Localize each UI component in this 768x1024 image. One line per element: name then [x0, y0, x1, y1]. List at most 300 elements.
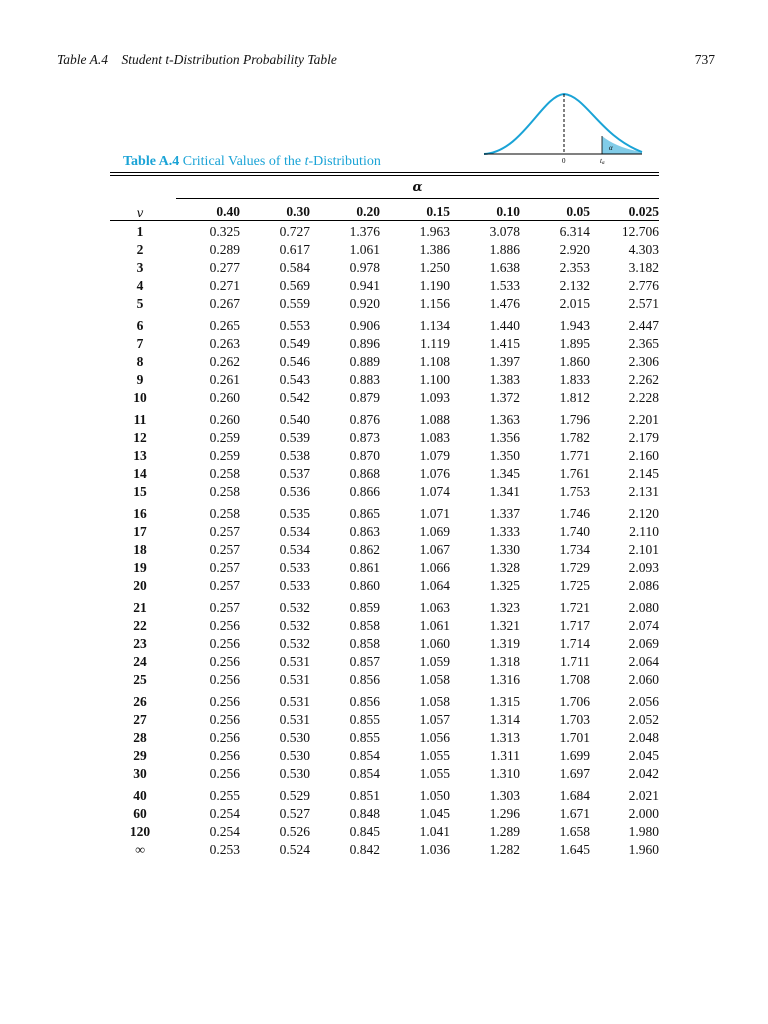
table-cell: 0.538: [279, 448, 310, 463]
table-row: [110, 805, 659, 823]
table-cell: 0.553: [279, 318, 310, 333]
table-cell: 1.134: [419, 318, 450, 333]
table-cell: 1.050: [419, 788, 450, 803]
table-cell: 0.259: [209, 448, 240, 463]
table-cell: 1.315: [489, 694, 520, 709]
table-cell: 1.063: [419, 600, 450, 615]
table-cell: 0.530: [279, 766, 310, 781]
table-row: [110, 671, 659, 689]
table-body: [110, 223, 659, 859]
table-cell: 0.263: [209, 336, 240, 351]
table-cell: 2.060: [628, 672, 659, 687]
table-cell: 0.260: [209, 412, 240, 427]
table-cell: 0.860: [349, 578, 380, 593]
table-cell: 1.397: [489, 354, 520, 369]
table-cell: 1.250: [419, 260, 450, 275]
table-cell: 0.254: [209, 806, 240, 821]
table-cell: 1.658: [559, 824, 590, 839]
table-cell: 0.261: [209, 372, 240, 387]
table-cell: 2.201: [628, 412, 659, 427]
row-df: 26: [133, 694, 147, 709]
row-df: 22: [133, 618, 147, 633]
table-cell: 2.110: [629, 524, 659, 539]
label-zero: 0: [562, 157, 566, 165]
row-df: 40: [133, 788, 147, 803]
table-cell: 1.701: [559, 730, 590, 745]
table-cell: 0.532: [279, 600, 310, 615]
table-cell: 1.376: [349, 224, 380, 239]
table-cell: 1.079: [419, 448, 450, 463]
table-cell: 0.851: [349, 788, 380, 803]
table-cell: 1.064: [419, 578, 450, 593]
table-cell: 0.531: [279, 672, 310, 687]
table-cell: 1.056: [419, 730, 450, 745]
table-cell: 0.530: [279, 748, 310, 763]
table-cell: 0.854: [349, 748, 380, 763]
table-row: [110, 313, 659, 335]
label-t-alpha: tα: [600, 157, 605, 166]
table-cell: 1.057: [419, 712, 450, 727]
table-cell: 2.262: [628, 372, 659, 387]
table-cell: 1.833: [559, 372, 590, 387]
table-cell: 0.865: [349, 506, 380, 521]
table-cell: 0.533: [279, 578, 310, 593]
table-cell: 2.920: [559, 242, 590, 257]
table-cell: 0.535: [279, 506, 310, 521]
table-cell: 0.856: [349, 694, 380, 709]
table-row: [110, 765, 659, 783]
table-row: [110, 447, 659, 465]
table-row: [110, 523, 659, 541]
table-cell: 1.415: [489, 336, 520, 351]
table-cell: 1.980: [628, 824, 659, 839]
tail-shaded-area: [602, 136, 642, 154]
table-cell: 0.257: [209, 600, 240, 615]
table-cell: 1.060: [419, 636, 450, 651]
table-cell: 1.476: [489, 296, 520, 311]
header-alpha-4: 0.10: [496, 204, 520, 219]
table-cell: 1.325: [489, 578, 520, 593]
table-cell: 1.321: [489, 618, 520, 633]
table-cell: 2.571: [628, 296, 659, 311]
table-cell: 0.848: [349, 806, 380, 821]
table-cell: 0.258: [209, 484, 240, 499]
table-cell: 1.316: [489, 672, 520, 687]
table-cell: 0.883: [349, 372, 380, 387]
table-cell: 1.721: [559, 600, 590, 615]
table-cell: 0.857: [349, 654, 380, 669]
row-df: 9: [136, 372, 144, 387]
header-alpha-6: 0.025: [628, 204, 659, 219]
table-cell: 1.058: [419, 672, 450, 687]
table-cell: 1.071: [419, 506, 450, 521]
row-df: 28: [133, 730, 147, 745]
table-cell: 1.088: [419, 412, 450, 427]
table-cell: 2.131: [628, 484, 659, 499]
row-df: 5: [136, 296, 144, 311]
table-cell: 1.711: [560, 654, 590, 669]
critical-values-table: [110, 200, 659, 859]
header-alpha-1: 0.30: [286, 204, 310, 219]
table-cell: 1.061: [349, 242, 380, 257]
table-cell: 1.703: [559, 712, 590, 727]
table-cell: 0.253: [209, 842, 240, 857]
table-cell: 1.771: [559, 448, 590, 463]
table-cell: 1.725: [559, 578, 590, 593]
table-cell: 1.761: [559, 466, 590, 481]
table-cell: 0.858: [349, 636, 380, 651]
table-cell: 1.383: [489, 372, 520, 387]
table-cell: 0.257: [209, 578, 240, 593]
table-cell: 2.045: [628, 748, 659, 763]
caption-text-before: Critical Values of the: [182, 154, 305, 169]
table-cell: 0.277: [209, 260, 240, 275]
label-alpha: α: [609, 144, 613, 152]
table-cell: 1.960: [628, 842, 659, 857]
row-df: 23: [133, 636, 147, 651]
table-row: [110, 465, 659, 483]
table-cell: 1.328: [489, 560, 520, 575]
table-cell: 1.303: [489, 788, 520, 803]
header-v: v: [136, 206, 144, 220]
table-cell: 1.717: [559, 618, 590, 633]
table-cell: 0.920: [349, 296, 380, 311]
table-cell: 0.256: [209, 672, 240, 687]
table-cell: 1.812: [559, 390, 590, 405]
row-df: 30: [133, 766, 147, 781]
table-cell: 1.058: [419, 694, 450, 709]
row-df: 2: [136, 242, 144, 257]
table-cell: 0.866: [349, 484, 380, 499]
table-cell: 0.267: [209, 296, 240, 311]
table-cell: 1.319: [489, 636, 520, 651]
table-cell: 2.042: [628, 766, 659, 781]
table-cell: 0.539: [279, 430, 310, 445]
table-cell: 2.069: [628, 636, 659, 651]
table-cell: 1.156: [419, 296, 450, 311]
table-cell: 1.753: [559, 484, 590, 499]
table-row: [110, 501, 659, 523]
table-cell: 1.036: [419, 842, 450, 857]
table-cell: 0.540: [279, 412, 310, 427]
table-cell: 1.341: [489, 484, 520, 499]
caption-italic: t: [304, 154, 309, 169]
row-df: 6: [136, 318, 144, 333]
row-df: 21: [133, 600, 147, 615]
table-cell: 0.549: [279, 336, 310, 351]
table-cell: 0.859: [349, 600, 380, 615]
table-cell: 0.855: [349, 712, 380, 727]
table-cell: 1.093: [419, 390, 450, 405]
table-cell: 0.546: [279, 354, 310, 369]
table-cell: 0.845: [349, 824, 380, 839]
table-cell: 1.708: [559, 672, 590, 687]
running-head: [57, 52, 715, 70]
table-cell: 2.056: [628, 694, 659, 709]
running-head-label: Table A.4: [57, 52, 109, 67]
table-cell: 1.886: [489, 242, 520, 257]
table-cell: 1.066: [419, 560, 450, 575]
table-cell: 1.076: [419, 466, 450, 481]
row-df: 25: [133, 672, 147, 687]
table-cell: 2.048: [628, 730, 659, 745]
table-cell: 1.533: [489, 278, 520, 293]
table-cell: 0.262: [209, 354, 240, 369]
table-cell: 1.943: [559, 318, 590, 333]
table-row: [110, 711, 659, 729]
table-cell: 0.856: [349, 672, 380, 687]
table-cell: 2.093: [628, 560, 659, 575]
table-cell: 1.796: [559, 412, 590, 427]
table-cell: 0.858: [349, 618, 380, 633]
row-df: 11: [133, 412, 147, 427]
table-row: [110, 617, 659, 635]
table-cell: 1.061: [419, 618, 450, 633]
table-row: [110, 335, 659, 353]
table-row: [110, 389, 659, 407]
header-alpha-2: 0.20: [356, 204, 380, 219]
alpha-header: α: [412, 180, 423, 195]
table-cell: 0.531: [279, 712, 310, 727]
top-rule-2: [110, 175, 659, 176]
row-df: 17: [133, 524, 147, 539]
row-df: 27: [133, 712, 147, 727]
table-cell: 1.363: [489, 412, 520, 427]
table-cell: 1.314: [489, 712, 520, 727]
table-row: [110, 295, 659, 313]
table-cell: 0.941: [349, 278, 380, 293]
table-cell: 1.440: [489, 318, 520, 333]
table-cell: 0.617: [279, 242, 310, 257]
row-df: 13: [133, 448, 147, 463]
table-cell: 0.536: [279, 484, 310, 499]
table-cell: 1.069: [419, 524, 450, 539]
running-head-text: Student t-Distribution Probability Table: [121, 52, 337, 67]
table-cell: 0.259: [209, 430, 240, 445]
table-cell: 0.978: [349, 260, 380, 275]
table-cell: 1.055: [419, 748, 450, 763]
table-cell: 0.530: [279, 730, 310, 745]
table-cell: 0.531: [279, 694, 310, 709]
table-row: [110, 595, 659, 617]
table-cell: 0.873: [349, 430, 380, 445]
table-cell: 1.963: [419, 224, 450, 239]
row-df: 1: [136, 224, 144, 239]
table-cell: 0.879: [349, 390, 380, 405]
table-row: [110, 747, 659, 765]
table-cell: 1.697: [559, 766, 590, 781]
table-cell: 1.045: [419, 806, 450, 821]
table-cell: 2.064: [628, 654, 659, 669]
table-cell: 1.350: [489, 448, 520, 463]
table-cell: 0.855: [349, 730, 380, 745]
table-cell: 0.532: [279, 618, 310, 633]
table-row: [110, 823, 659, 841]
table-cell: 0.889: [349, 354, 380, 369]
table-cell: 1.782: [559, 430, 590, 445]
table-cell: 1.289: [489, 824, 520, 839]
table-cell: 2.000: [628, 806, 659, 821]
header-alpha-5: 0.05: [566, 204, 590, 219]
table-cell: 1.119: [420, 336, 450, 351]
table-cell: 0.258: [209, 466, 240, 481]
density-curve: [484, 94, 642, 154]
table-row: [110, 541, 659, 559]
table-cell: 1.059: [419, 654, 450, 669]
table-cell: 2.052: [628, 712, 659, 727]
row-df: 8: [136, 354, 144, 369]
table-cell: 0.256: [209, 712, 240, 727]
row-df: 4: [136, 278, 144, 293]
table-cell: 0.526: [279, 824, 310, 839]
table-caption: [123, 154, 381, 170]
table-cell: 1.323: [489, 600, 520, 615]
table-cell: 0.265: [209, 318, 240, 333]
table-cell: 2.447: [628, 318, 659, 333]
table-cell: 2.179: [628, 430, 659, 445]
table-row: [110, 223, 659, 241]
table-row: [110, 729, 659, 747]
table-row: [110, 783, 659, 805]
table-row: [110, 407, 659, 429]
table-cell: 1.337: [489, 506, 520, 521]
table-cell: 2.145: [628, 466, 659, 481]
table-cell: 1.860: [559, 354, 590, 369]
table-cell: 2.101: [628, 542, 659, 557]
header-underline: [110, 220, 659, 221]
table-cell: 0.876: [349, 412, 380, 427]
alpha-underline: [176, 198, 659, 199]
table-cell: 0.842: [349, 842, 380, 857]
table-row: [110, 371, 659, 389]
table-cell: 2.306: [628, 354, 659, 369]
table-cell: 0.256: [209, 766, 240, 781]
table-row: [110, 259, 659, 277]
table-cell: 0.906: [349, 318, 380, 333]
table-row: [110, 559, 659, 577]
table-cell: 0.534: [279, 524, 310, 539]
table-cell: 0.256: [209, 694, 240, 709]
table-cell: 0.325: [209, 224, 240, 239]
table-cell: 1.714: [559, 636, 590, 651]
table-cell: 2.021: [628, 788, 659, 803]
table-row: [110, 277, 659, 295]
table-row: [110, 635, 659, 653]
table-row: [110, 483, 659, 501]
table-cell: 1.310: [489, 766, 520, 781]
table-cell: 0.256: [209, 636, 240, 651]
row-df: ∞: [135, 842, 145, 857]
table-cell: 0.527: [279, 806, 310, 821]
table-cell: 1.313: [489, 730, 520, 745]
table-cell: 0.257: [209, 542, 240, 557]
table-cell: 0.531: [279, 654, 310, 669]
row-df: 14: [133, 466, 147, 481]
table-cell: 0.256: [209, 730, 240, 745]
table-cell: 0.861: [349, 560, 380, 575]
table-cell: 1.318: [489, 654, 520, 669]
table-cell: 1.041: [419, 824, 450, 839]
table-cell: 1.386: [419, 242, 450, 257]
table-cell: 0.260: [209, 390, 240, 405]
table-cell: 1.746: [559, 506, 590, 521]
table-cell: 2.365: [628, 336, 659, 351]
row-df: 120: [129, 824, 151, 839]
table-cell: 2.132: [559, 278, 590, 293]
table-cell: 0.532: [279, 636, 310, 651]
table-cell: 0.254: [209, 824, 240, 839]
table-cell: 1.740: [559, 524, 590, 539]
table-cell: 1.706: [559, 694, 590, 709]
t-distribution-curve-figure: [482, 86, 650, 166]
table-cell: 1.734: [559, 542, 590, 557]
row-df: 15: [133, 484, 147, 499]
table-cell: 2.015: [559, 296, 590, 311]
table-cell: 1.190: [419, 278, 450, 293]
table-row: [110, 429, 659, 447]
table-cell: 1.645: [559, 842, 590, 857]
row-df: 29: [133, 748, 147, 763]
table-cell: 0.868: [349, 466, 380, 481]
table-row: [110, 241, 659, 259]
row-df: 7: [136, 336, 144, 351]
table-cell: 1.333: [489, 524, 520, 539]
table-cell: 1.372: [489, 390, 520, 405]
table-cell: 1.074: [419, 484, 450, 499]
table-row: [110, 577, 659, 595]
table-cell: 0.863: [349, 524, 380, 539]
table-cell: 0.727: [279, 224, 310, 239]
table-cell: 1.311: [490, 748, 520, 763]
table-cell: 0.542: [279, 390, 310, 405]
table-cell: 0.271: [209, 278, 240, 293]
table-cell: 1.638: [489, 260, 520, 275]
table-row: [110, 653, 659, 671]
table-cell: 0.255: [209, 788, 240, 803]
table-cell: 0.256: [209, 748, 240, 763]
table-cell: 0.529: [279, 788, 310, 803]
row-df: 3: [136, 260, 144, 275]
row-df: 60: [133, 806, 147, 821]
table-cell: 1.356: [489, 430, 520, 445]
header-alpha-0: 0.40: [216, 204, 240, 219]
table-cell: 2.228: [628, 390, 659, 405]
table-cell: 1.055: [419, 766, 450, 781]
table-row: [110, 353, 659, 371]
table-cell: 0.256: [209, 618, 240, 633]
table-cell: 0.870: [349, 448, 380, 463]
table-cell: 2.074: [628, 618, 659, 633]
table-cell: 1.684: [559, 788, 590, 803]
top-rule-1: [110, 172, 659, 173]
table-row: [110, 689, 659, 711]
table-cell: 1.671: [559, 806, 590, 821]
table-cell: 0.257: [209, 560, 240, 575]
table-cell: 4.303: [628, 242, 659, 257]
running-head-title: [57, 52, 337, 68]
row-df: 18: [133, 542, 147, 557]
table-cell: 1.282: [489, 842, 520, 857]
table-cell: 2.160: [628, 448, 659, 463]
table-cell: 1.330: [489, 542, 520, 557]
table-cell: 0.258: [209, 506, 240, 521]
table-cell: 1.895: [559, 336, 590, 351]
table-cell: 0.584: [279, 260, 310, 275]
table-cell: 0.534: [279, 542, 310, 557]
table-cell: 1.699: [559, 748, 590, 763]
row-df: 10: [133, 390, 147, 405]
row-df: 16: [133, 506, 147, 521]
